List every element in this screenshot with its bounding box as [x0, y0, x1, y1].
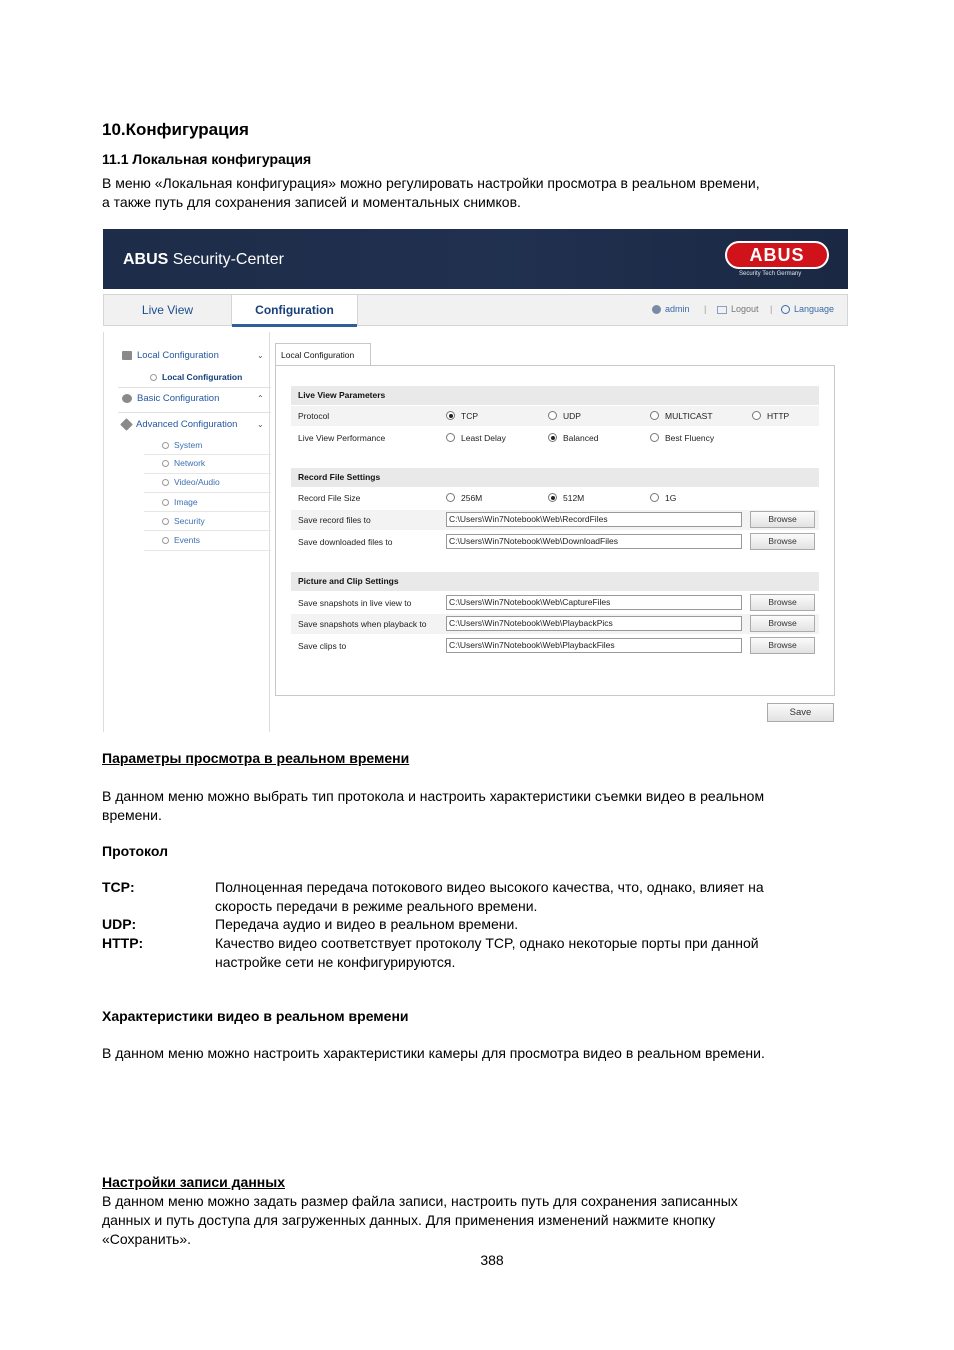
browse-record-button[interactable]: Browse: [750, 511, 815, 528]
performance-balanced-radio[interactable]: Balanced: [548, 428, 598, 448]
app-title: ABUS Security-Center: [123, 251, 284, 268]
protocol-http-radio[interactable]: HTTP: [752, 406, 789, 426]
logout-link[interactable]: Logout: [717, 304, 759, 314]
size-512m-radio[interactable]: 512M: [548, 488, 584, 508]
record-size-row: [291, 488, 819, 508]
wrench-icon: [120, 418, 133, 431]
sidebar-advanced-configuration[interactable]: Advanced Configuration: [122, 419, 237, 430]
browse-download-button[interactable]: Browse: [750, 533, 815, 550]
sidebar-item-security[interactable]: Security: [162, 516, 205, 526]
app-banner: [103, 229, 848, 289]
section-record-title: Настройки записи данных: [102, 1174, 285, 1190]
def-text-tcp: Полноценная передача потокового видео высокого качества, что, однако, влияет на скорость передачи в режиме реального времени.: [215, 879, 764, 914]
save-button[interactable]: Save: [767, 703, 834, 722]
sidebar-item-video-audio[interactable]: Video/Audio: [162, 477, 220, 487]
section-record-file-settings: Record File Settings: [291, 468, 819, 487]
bullet-icon: [150, 374, 157, 381]
record-size-label: Record File Size: [298, 493, 361, 503]
section-live-view-title: Параметры просмотра в реальном времени: [102, 750, 410, 766]
sidebar-basic-configuration[interactable]: Basic Configuration: [122, 393, 219, 404]
section-picture-clip-settings: Picture and Clip Settings: [291, 572, 819, 591]
protocol-multicast-radio[interactable]: MULTICAST: [650, 406, 713, 426]
protocol-label: Protocol: [298, 411, 330, 421]
section-video-title: Характеристики видео в реальном времени: [102, 1008, 409, 1024]
save-record-path-input[interactable]: C:\Users\Win7Notebook\Web\RecordFiles: [446, 512, 742, 527]
computer-icon: [122, 351, 132, 360]
user-link[interactable]: admin: [652, 304, 690, 314]
bullet-icon: [162, 442, 169, 449]
section-video-text: В данном меню можно настроить характеристики камеры для просмотра видео в реальном времени.: [102, 1045, 765, 1061]
save-record-row: [291, 510, 819, 530]
size-256m-radio[interactable]: 256M: [446, 488, 482, 508]
user-icon: [652, 305, 661, 314]
sidebar-item-image[interactable]: Image: [162, 497, 198, 507]
snapshot-playback-label: Save snapshots when playback to: [298, 619, 427, 629]
protocol-tcp-radio[interactable]: TCP: [446, 406, 478, 426]
sidebar-local-configuration[interactable]: Local Configuration: [122, 350, 219, 361]
def-text-http: Качество видео соответствует протоколу TCP, однако некоторые порты при данной настройке сети не конфигурируются.: [215, 935, 759, 970]
protocol-row: [291, 406, 819, 426]
sidebar-item-local-configuration[interactable]: Local Configuration: [150, 372, 242, 382]
def-term-http: HTTP:: [102, 935, 144, 951]
sidebar-item-events[interactable]: Events: [162, 535, 200, 545]
bullet-icon: [162, 460, 169, 467]
def-term-udp: UDP:: [102, 916, 137, 932]
chevron-up-icon[interactable]: ⌃: [257, 394, 264, 403]
separator: |: [770, 304, 773, 314]
bullet-icon: [162, 537, 169, 544]
clips-label: Save clips to: [298, 641, 347, 651]
browse-clips-button[interactable]: Browse: [750, 637, 815, 654]
chevron-down-icon[interactable]: ⌄: [257, 351, 264, 360]
performance-label: Live View Performance: [298, 433, 386, 443]
intro-text: В меню «Локальная конфигурация» можно регулировать настройки просмотра в реальном времени, а также путь для сохранения записей и моментальных снимков.: [102, 175, 760, 210]
snapshot-live-label: Save snapshots in live view to: [298, 598, 412, 608]
page-heading: 10.Конфигурация: [102, 120, 249, 139]
section-record-text: В данном меню можно задать размер файла записи, настроить путь для сохранения записанных данных и путь доступа для загруженных данных. Для применения изменений нажмите кнопку «Сохранить».: [102, 1193, 738, 1247]
tab-live-view[interactable]: Live View: [141, 303, 194, 317]
app-screenshot: [103, 229, 848, 732]
logout-icon: [717, 306, 727, 314]
snapshot-playback-path-input[interactable]: C:\Users\Win7Notebook\Web\PlaybackPics: [446, 616, 742, 631]
chevron-down-icon[interactable]: ⌄: [257, 420, 264, 429]
snapshot-live-path-input[interactable]: C:\Users\Win7Notebook\Web\CaptureFiles: [446, 595, 742, 610]
sidebar-item-network[interactable]: Network: [162, 458, 205, 468]
save-download-label: Save downloaded files to: [298, 537, 393, 547]
browse-snapshot-live-button[interactable]: Browse: [750, 594, 815, 611]
bullet-icon: [162, 499, 169, 506]
protocol-udp-radio[interactable]: UDP: [548, 406, 581, 426]
bullet-icon: [162, 479, 169, 486]
config-sidebar: [103, 332, 270, 732]
page-subheading: 11.1 Локальная конфигурация: [102, 151, 312, 167]
page-number: 388: [480, 1252, 504, 1268]
section-live-view-text: В данном меню можно выбрать тип протокола и настроить характеристики съемки видео в реальном времени.: [102, 788, 765, 823]
snapshot-playback-row: [291, 614, 819, 634]
language-link[interactable]: Language: [781, 304, 834, 314]
def-term-tcp: TCP:: [102, 879, 135, 895]
browse-snapshot-playback-button[interactable]: Browse: [750, 615, 815, 632]
section-live-view-parameters: Live View Parameters: [291, 386, 819, 405]
bullet-icon: [162, 518, 169, 525]
size-1g-radio[interactable]: 1G: [650, 488, 676, 508]
gear-icon: [122, 394, 132, 403]
separator: |: [704, 304, 707, 314]
tab-local-configuration[interactable]: Local Configuration: [275, 343, 371, 365]
main-nav: [103, 294, 848, 326]
clips-row: [291, 636, 819, 656]
clips-path-input[interactable]: C:\Users\Win7Notebook\Web\PlaybackFiles: [446, 638, 742, 653]
save-download-row: [291, 532, 819, 552]
logo-tagline: Security Tech Germany: [739, 271, 802, 277]
save-record-label: Save record files to: [298, 515, 371, 525]
performance-row: [291, 428, 819, 448]
local-config-panel: [275, 365, 835, 696]
sidebar-item-system[interactable]: System: [162, 440, 202, 450]
tab-configuration[interactable]: Configuration: [231, 295, 358, 326]
protocol-title: Протокол: [102, 843, 168, 859]
globe-icon: [781, 305, 790, 314]
save-download-path-input[interactable]: C:\Users\Win7Notebook\Web\DownloadFiles: [446, 534, 742, 549]
abus-logo: ABUS: [725, 241, 829, 269]
performance-least-delay-radio[interactable]: Least Delay: [446, 428, 506, 448]
def-text-udp: Передача аудио и видео в реальном времени.: [215, 916, 519, 932]
performance-best-fluency-radio[interactable]: Best Fluency: [650, 428, 714, 448]
snapshot-live-row: [291, 593, 819, 613]
